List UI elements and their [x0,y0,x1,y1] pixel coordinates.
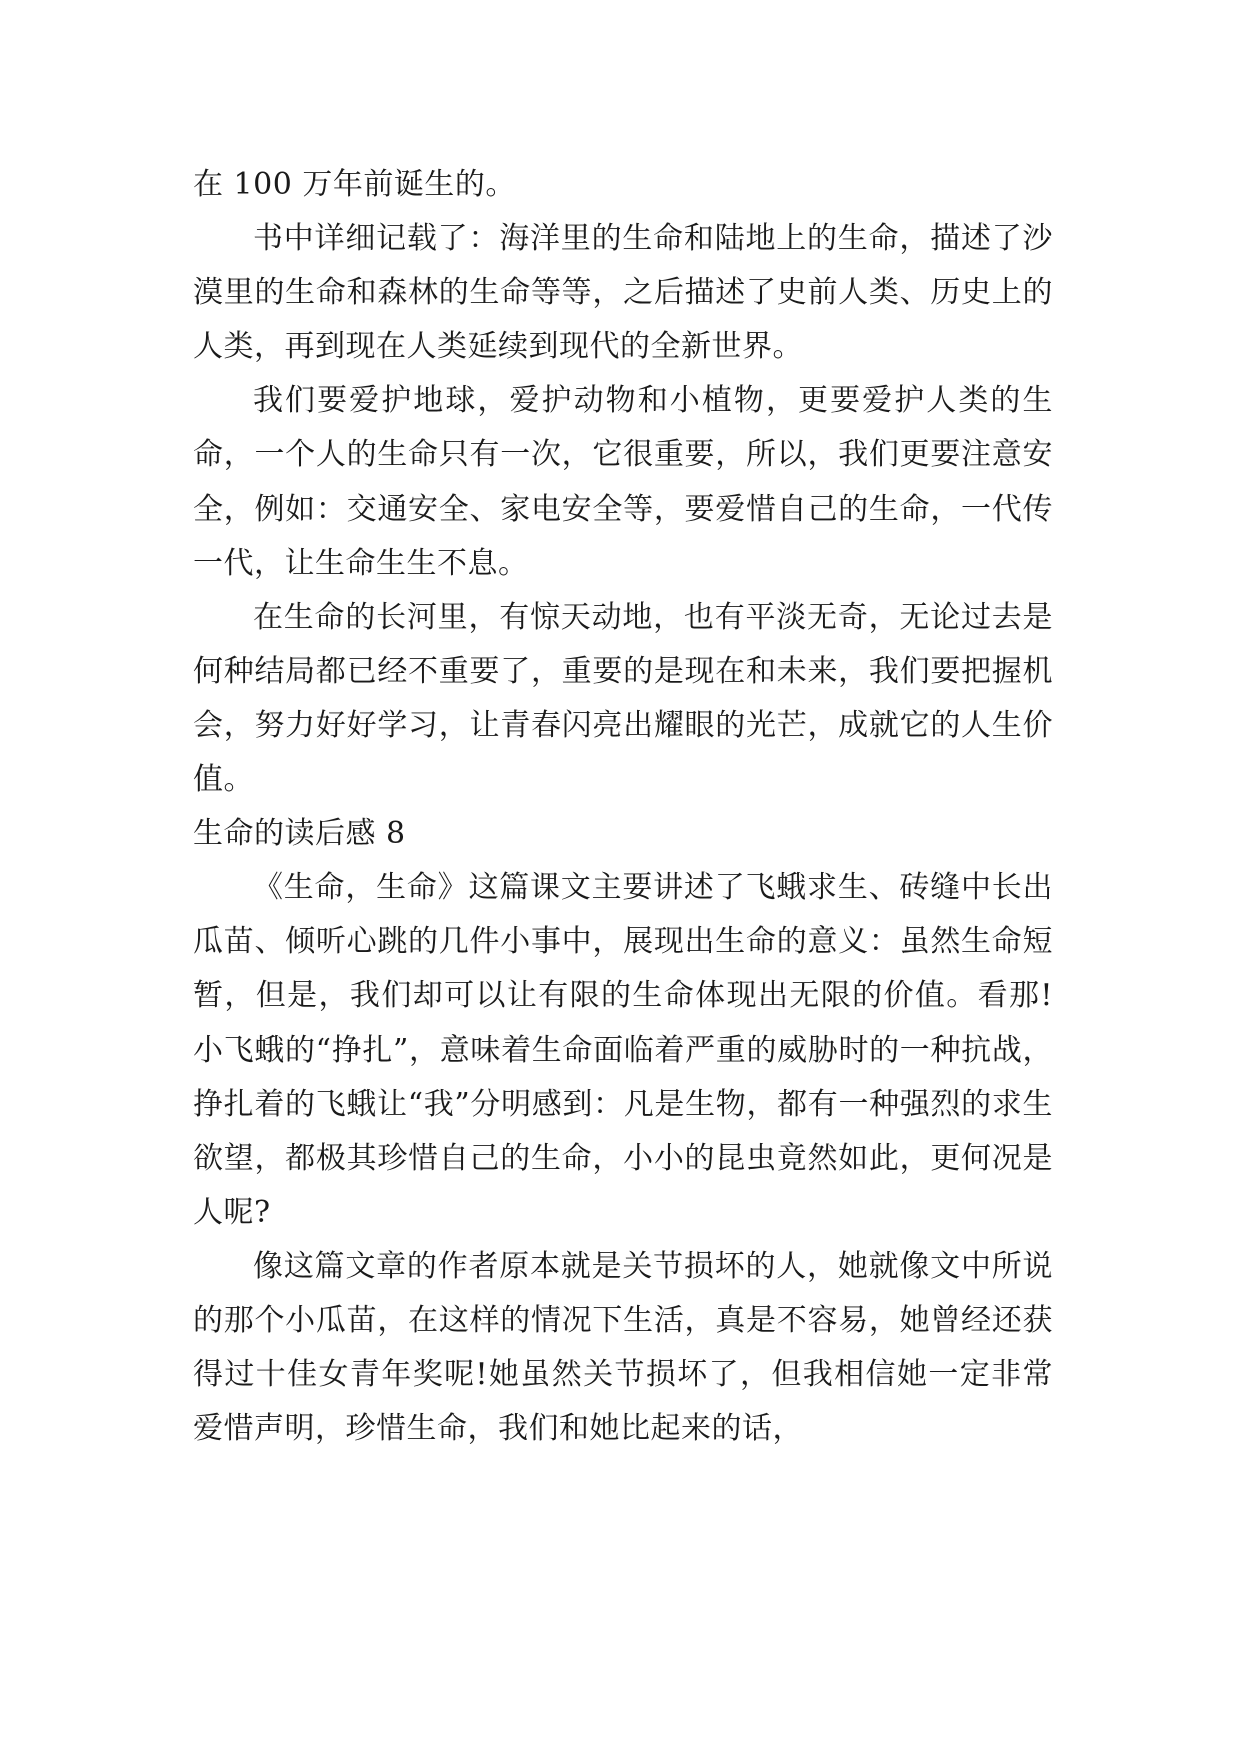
paragraph-lesson-summary: 《生命，生命》这篇课文主要讲述了飞蛾求生、砖缝中长出瓜苗、倾听心跳的几件小事中，展现出生命的意义：虽然生命短暂，但是，我们却可以让有限的生命体现出无限的价值。看那!小飞蛾的“挣扎”，意味着生命面临着严重的威胁时的一种抗战，挣扎着的飞蛾让“我”分明感到：凡是生物，都有一种强烈的求生欲望，都极其珍惜自己的生命，小小的昆虫竟然如此，更何况是人呢? [193,870,1053,1230]
paragraph-book-contents: 书中详细记载了：海洋里的生命和陆地上的生命，描述了沙漠里的生命和森林的生命等等，之后描述了史前人类、历史上的人类，再到现在人类延续到现代的全新世界。 [193,221,1053,365]
document-body [193,158,1053,1456]
paragraph-protect-life: 我们要爱护地球，爱护动物和小植物，更要爱护人类的生命，一个人的生命只有一次，它很重要，所以，我们更要注意安全，例如：交通安全、家电安全等，要爱惜自己的生命，一代传一代，让生命生生不息。 [193,383,1053,581]
section-heading: 生命的读后感 8 [193,816,406,852]
paragraph-river-of-life: 在生命的长河里，有惊天动地，也有平淡无奇，无论过去是何种结局都已经不重要了，重要的是现在和未来，我们要把握机会，努力好好学习，让青春闪亮出耀眼的光芒，成就它的人生价值。 [193,599,1053,798]
paragraph-continuation: 在 100 万年前诞生的。 [193,167,516,202]
paragraph-author-story: 像这篇文章的作者原本就是关节损坏的人，她就像文中所说的那个小瓜苗，在这样的情况下生活，真是不容易，她曾经还获得过十佳女青年奖呢!她虽然关节损坏了，但我相信她一定非常爱惜声明，珍惜生命，我们和她比起来的话， [193,1248,1053,1447]
